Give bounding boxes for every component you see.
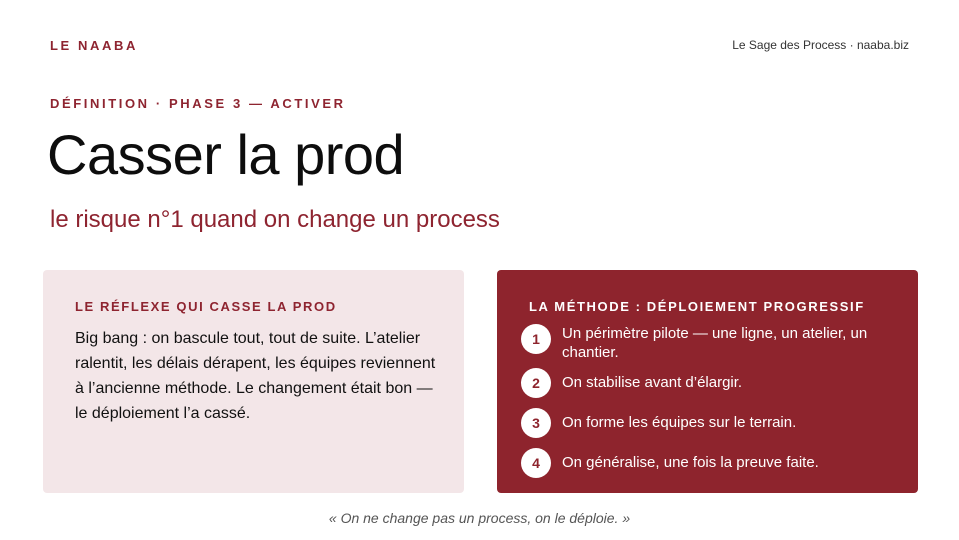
step-text: On stabilise avant d’élargir.: [562, 374, 743, 391]
section-kicker: DÉFINITION · PHASE 3 — ACTIVER: [50, 96, 346, 111]
site-label: Le Sage des Process · naaba.biz: [732, 38, 909, 52]
reflex-card-body: Big bang : on bascule tout, tout de suite. L’atelier ralentit, les délais dérapent, les équipes reviennent à l’ancienne méthode. Le changement était bon — le déploiement l’a cassé.: [75, 330, 436, 422]
method-step: [521, 368, 901, 398]
reflex-card: [43, 270, 464, 493]
method-card-heading: LA MÉTHODE : DÉPLOIEMENT PROGRESSIF: [529, 299, 865, 314]
brand-logo-text: LE NAABA: [50, 38, 138, 53]
step-text: On généralise, une fois la preuve faite.: [562, 454, 819, 471]
page-subtitle: le risque n°1 quand on change un process: [50, 206, 500, 233]
step-number-badge: 1: [521, 324, 551, 354]
closing-quote: « On ne change pas un process, on le déploie. »: [328, 510, 631, 526]
method-step: [521, 448, 901, 478]
step-text: On forme les équipes sur le terrain.: [562, 414, 797, 431]
step-number-badge: 4: [521, 448, 551, 478]
method-step: [521, 408, 901, 438]
method-step: [521, 324, 901, 362]
method-card: [497, 270, 918, 493]
step-number-badge: 3: [521, 408, 551, 438]
step-number-badge: 2: [521, 368, 551, 398]
page-title: Casser la prod: [47, 123, 405, 186]
reflex-card-heading: LE RÉFLEXE QUI CASSE LA PROD: [75, 299, 337, 314]
step-text: Un périmètre pilote — une ligne, un atelier, un chantier.: [562, 325, 868, 361]
